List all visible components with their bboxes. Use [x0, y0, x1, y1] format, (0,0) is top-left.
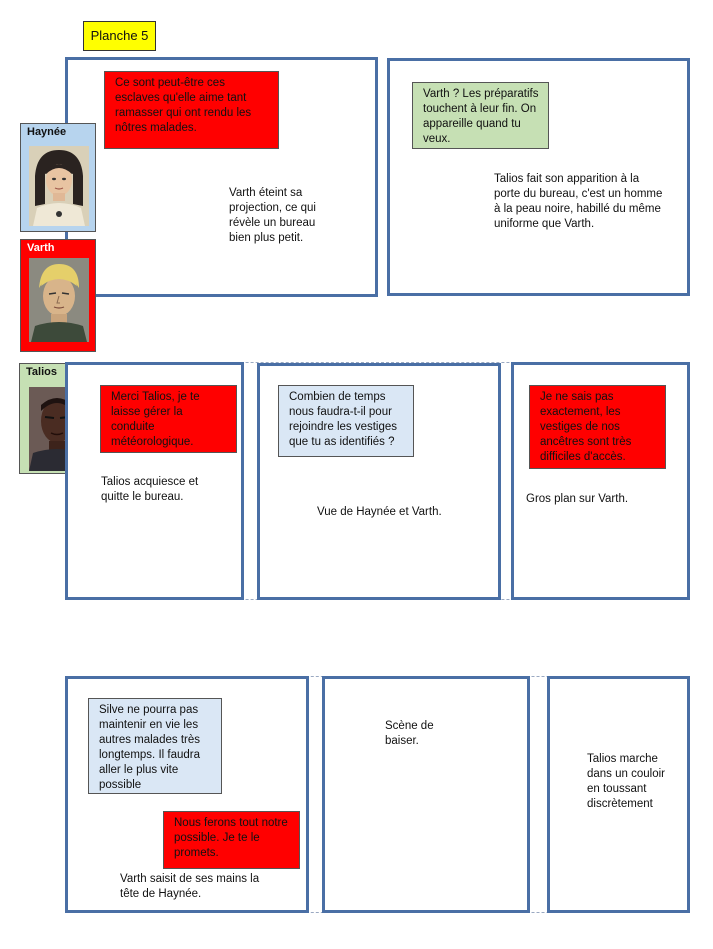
speech-bubble-varth-1: Ce sont peut-être ces esclaves qu'elle aime tant ramasser qui ont rendu les nôtres malades.	[104, 71, 279, 149]
panel-3-1-description: Varth saisit de ses mains la tête de Haynée.	[120, 873, 260, 900]
panel-3-2-description: Scène de baiser.	[385, 720, 434, 747]
panel-2-1-description: Talios acquiesce et quitte le bureau.	[101, 476, 199, 503]
speech-bubble-varth-4: Nous ferons tout notre possible. Je te le promets.	[163, 811, 300, 869]
speech-bubble-haynee-1: Combien de temps nous faudra-t-il pour rejoindre les vestiges que tu as identifiés ?	[278, 385, 414, 457]
varth-portrait-icon	[29, 258, 89, 342]
panel-3-3-description: Talios marche dans un couloir en toussant discrètement	[587, 753, 665, 810]
character-card-varth	[20, 239, 96, 352]
panel-1-2-description: Talios fait son apparition à la porte du bureau, c'est un homme à la peau noire, habillé du même uniforme que Varth.	[494, 173, 663, 230]
speech-bubble-talios-1: Varth ? Les préparatifs touchent à leur fin. On appareille quand tu veux.	[412, 82, 549, 149]
character-card-haynee	[20, 123, 96, 232]
character-name-haynee: Haynée	[27, 126, 67, 138]
page-title: Planche 5	[83, 21, 156, 51]
speech-bubble-varth-3: Je ne sais pas exactement, les vestiges de nos ancêtres sont très difficiles d'accès.	[529, 385, 666, 469]
speech-bubble-varth-2: Merci Talios, je te laisse gérer la conduite météorologique.	[100, 385, 237, 453]
panel-2-2-description: Vue de Haynée et Varth.	[317, 506, 442, 518]
character-name-varth: Varth	[27, 242, 55, 254]
panel-3-2	[322, 676, 530, 913]
character-name-talios: Talios	[26, 366, 57, 378]
haynee-portrait-icon	[29, 146, 89, 226]
speech-bubble-haynee-2: Silve ne pourra pas maintenir en vie les autres malades très longtemps. Il faudra aller le plus vite possible	[88, 698, 222, 794]
panel-1-1-description: Varth éteint sa projection, ce qui révèle un bureau bien plus petit.	[229, 187, 316, 244]
panel-2-3-description: Gros plan sur Varth.	[526, 493, 629, 505]
